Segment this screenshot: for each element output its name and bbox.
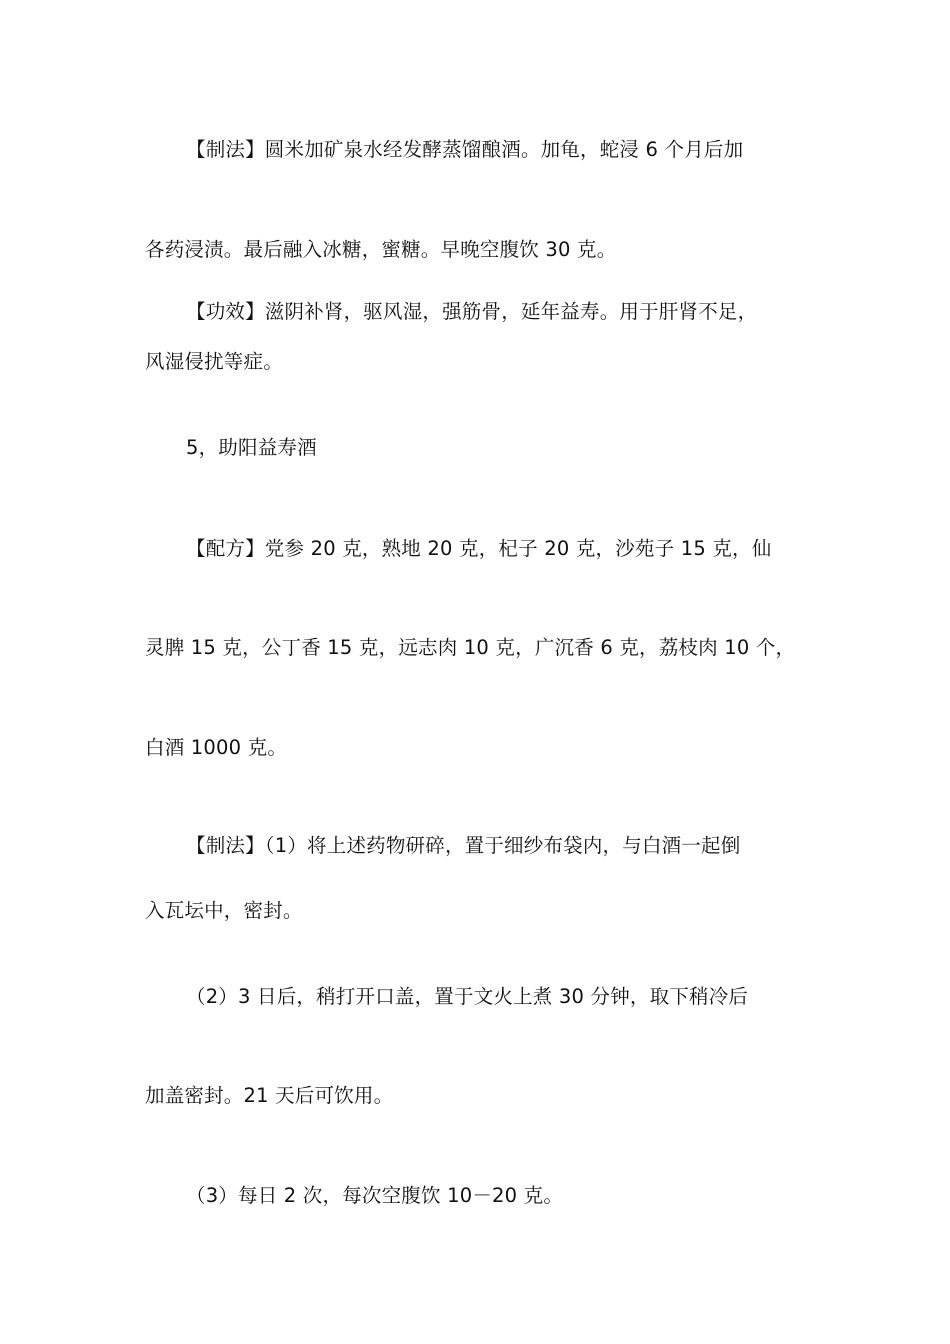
text-line: 风湿侵扰等症。: [145, 350, 283, 373]
text-line: （2）3 日后，稍打开口盖，置于文火上煮 30 分钟，取下稍冷后: [186, 985, 749, 1008]
section-heading: 5，助阳益寿酒: [186, 436, 317, 459]
text-line: 入瓦坛中，密封。: [145, 899, 303, 922]
text-line: 【制法】圆米加矿泉水经发酵蒸馏酿酒。加龟，蛇浸 6 个月后加: [186, 138, 744, 161]
text-line: 白酒 1000 克。: [145, 736, 288, 759]
text-line: 各药浸渍。最后融入冰糖，蜜糖。早晚空腹饮 30 克。: [145, 238, 617, 261]
text-line: 【配方】党参 20 克，熟地 20 克，杞子 20 克，沙苑子 15 克，仙: [186, 537, 772, 560]
text-line: （3）每日 2 次，每次空腹饮 10－20 克。: [186, 1184, 564, 1207]
text-line: 【制法】（1）将上述药物研碎，置于细纱布袋内，与白酒一起倒: [186, 834, 741, 857]
text-line: 加盖密封。21 天后可饮用。: [145, 1084, 394, 1107]
text-line: 灵脾 15 克，公丁香 15 克，远志肉 10 克，广沉香 6 克，荔枝肉 10 个，: [145, 636, 796, 659]
text-line: 【功效】滋阴补肾，驱风湿，强筋骨，延年益寿。用于肝肾不足，: [186, 300, 758, 323]
